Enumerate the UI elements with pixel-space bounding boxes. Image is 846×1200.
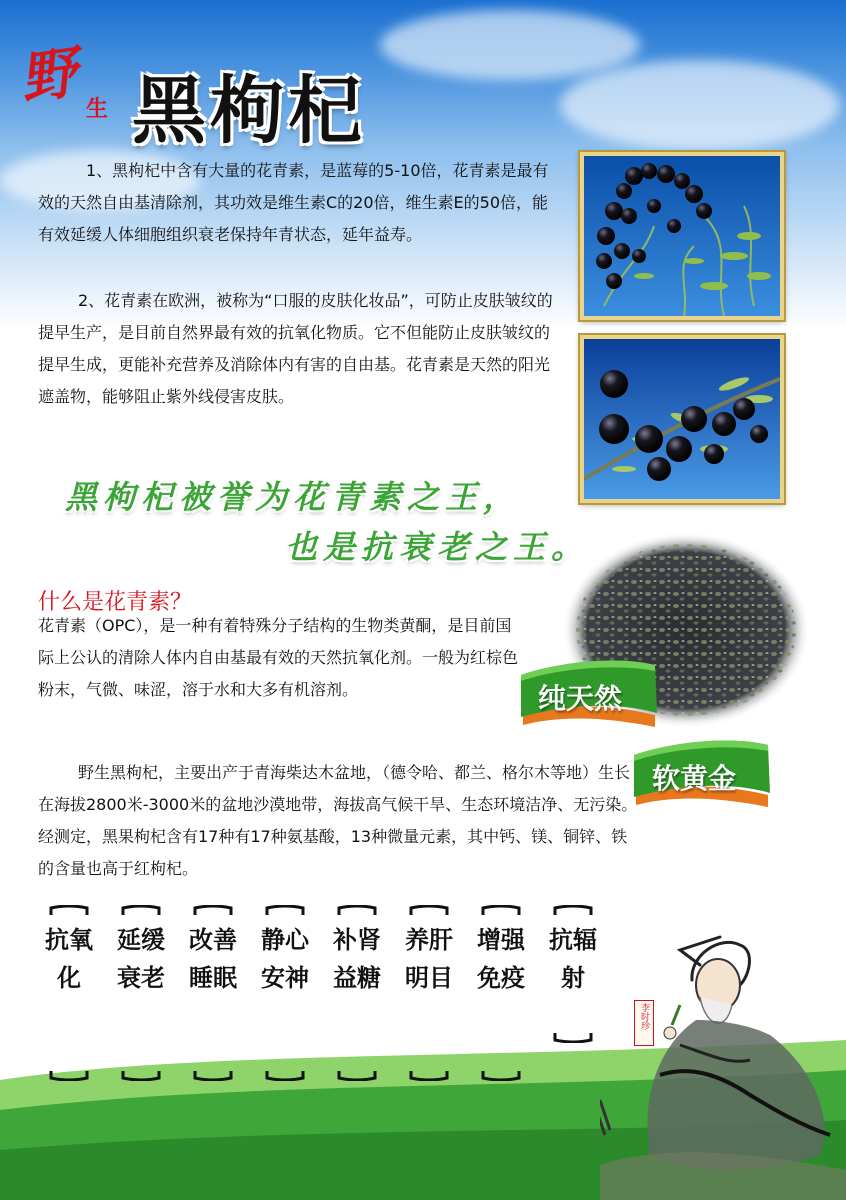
cloud-decoration (380, 10, 640, 80)
title-sheng-calligraphy: 生 (86, 96, 109, 122)
paragraph-3: 花青素（OPC），是一种有着特殊分子结构的生物类黄酮，是目前国际上公认的清除人体内自由基最有效的天然抗氧化剂。一般为红棕色粉末，气微、味涩，溶于水和大多有机溶剂。 (38, 616, 519, 699)
benefit-text: 改善睡眠 (189, 925, 237, 992)
benefit-item (45, 905, 93, 1083)
bracket-bottom-icon (193, 1071, 233, 1081)
benefit-text: 延缓衰老 (117, 925, 165, 992)
slogan-line-1: 黑枸杞被誉为花青素之王， (65, 478, 522, 516)
soft-gold-ribbon-label: 软黄金 (652, 762, 737, 795)
bracket-bottom-icon (409, 1071, 449, 1081)
benefit-text: 养肝明目 (405, 925, 453, 992)
benefits-list (45, 905, 605, 1085)
bracket-bottom-icon (337, 1071, 377, 1081)
natural-ribbon-label: 纯天然 (538, 682, 623, 715)
benefit-item (189, 905, 237, 1083)
bracket-top-icon (481, 905, 521, 915)
benefit-item (333, 905, 381, 1083)
bracket-top-icon (265, 905, 305, 915)
cloud-decoration (560, 60, 840, 150)
page-title: 黑枸杞 (132, 68, 366, 154)
benefit-item (261, 905, 309, 1083)
benefit-item (117, 905, 165, 1083)
benefit-text: 抗氧化 (45, 925, 93, 992)
slogan-line-2: 也是抗衰老之王。 (285, 528, 590, 566)
seal-text: 李时珍 (639, 1003, 649, 1030)
paragraph-1: 1、黑枸杞中含有大量的花青素，是蓝莓的5-10倍，花青素是最有效的天然自由基清除剂，其功效是维生素C的20倍，维生素E的50倍，能有效延缓人体细胞组织衰老保持年青状态，延年益寿。 (38, 161, 549, 244)
section-heading-anthocyanin: 什么是花青素？ (38, 590, 193, 615)
li-shizhen-ink-figure (600, 925, 846, 1200)
bracket-top-icon (337, 905, 377, 915)
benefit-text: 抗辐射 (549, 925, 597, 992)
bracket-bottom-icon (481, 1071, 521, 1081)
bracket-bottom-icon (265, 1071, 305, 1081)
black-goji-branch-image (584, 156, 780, 316)
bracket-top-icon (409, 905, 449, 915)
bracket-top-icon (49, 905, 89, 915)
benefit-text: 增强免疫 (477, 925, 525, 992)
benefit-text: 静心安神 (261, 925, 309, 992)
bracket-top-icon (553, 905, 593, 915)
bracket-top-icon (193, 905, 233, 915)
title-ye-calligraphy: 野 (16, 39, 81, 113)
bracket-bottom-icon (553, 1033, 593, 1043)
artist-seal-stamp (634, 1000, 654, 1046)
paragraph-4: 野生黑枸杞，主要出产于青海柴达木盆地，（德令哈、都兰、格尔木等地）生长在海拔2800米-3000米的盆地沙漠地带，海拔高气候干旱、生态环境洁净、无污染。经测定，黑果枸杞含有17种有17种氨基酸，13种微量元素，其中钙、镁、铜锌、铁的含量也高于红枸杞。 (38, 763, 638, 878)
benefit-item (405, 905, 453, 1083)
benefit-item (549, 905, 597, 1083)
black-goji-photo-2 (580, 335, 784, 503)
benefit-item (477, 905, 525, 1083)
benefit-text: 补肾益糖 (333, 925, 381, 992)
paragraph-2: 2、花青素在欧洲，被称为“口服的皮肤化妆品”，可防止皮肤皱纹的提早生产，是目前自然界最有效的抗氧化物质。它不但能防止皮肤皱纹的提早生成，更能补充营养及消除体内有害的自由基。花青素是天然的阳光遮盖物，能够阻止紫外线侵害皮肤。 (38, 291, 553, 406)
black-goji-photo-1 (580, 152, 784, 320)
bracket-bottom-icon (49, 1071, 89, 1081)
bracket-top-icon (121, 905, 161, 915)
black-goji-closeup-image (584, 339, 780, 499)
bracket-bottom-icon (121, 1071, 161, 1081)
